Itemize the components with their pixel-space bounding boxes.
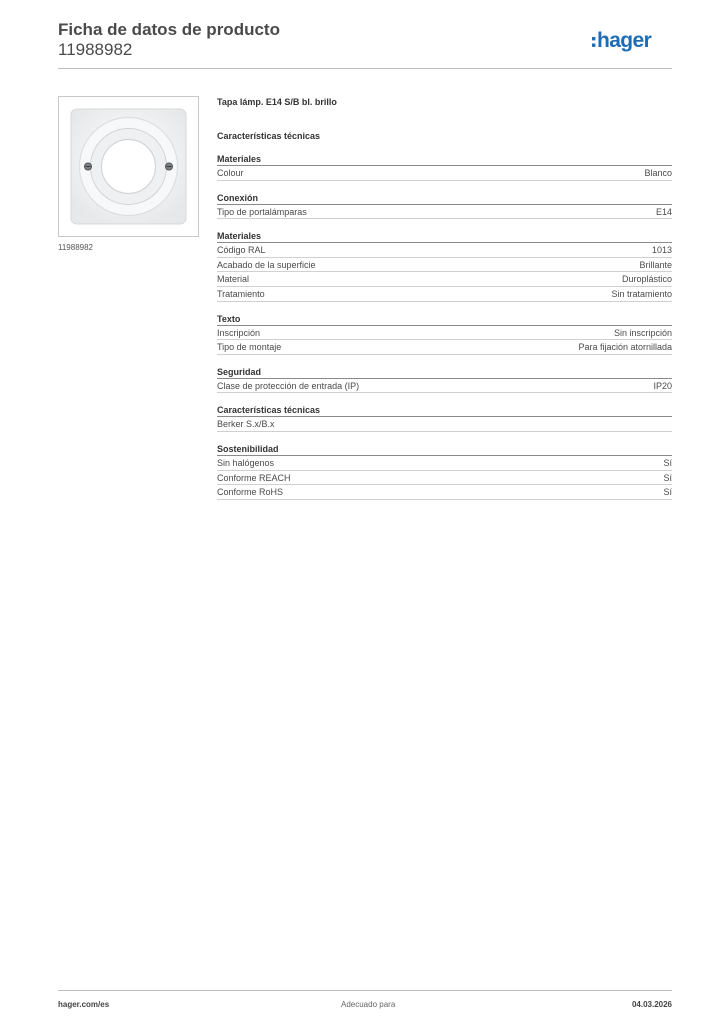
footer-website: hager.com/es	[58, 1000, 110, 1009]
spec-section	[217, 366, 672, 394]
section-title: Sostenibilidad	[217, 443, 672, 456]
product-image	[58, 96, 199, 237]
spec-section	[217, 404, 672, 432]
spec-row	[217, 340, 672, 355]
spec-section	[217, 230, 672, 301]
spec-section	[217, 313, 672, 355]
spec-label: Conforme RoHS	[217, 487, 284, 498]
logo-text: hager	[597, 29, 652, 52]
spec-section	[217, 192, 672, 220]
spec-label: Código RAL	[217, 245, 266, 256]
spec-value: Duroplástico	[621, 274, 672, 285]
spec-row	[217, 243, 672, 258]
spec-row	[217, 379, 672, 394]
spec-row	[217, 272, 672, 287]
spec-label: Conforme REACH	[217, 472, 291, 483]
spec-section	[217, 153, 672, 181]
tech-heading: Características técnicas	[217, 131, 321, 141]
spec-row	[217, 471, 672, 486]
spec-value: Sin inscripción	[613, 327, 672, 338]
page-header	[58, 20, 672, 69]
spec-label: Acabado de la superficie	[217, 259, 316, 270]
lamp-cover-image	[59, 97, 198, 236]
logo-dot-bottom	[592, 44, 595, 47]
spec-value: 1013	[651, 245, 672, 256]
spec-value: Sí	[663, 472, 672, 483]
document-title: Ficha de datos de producto	[58, 20, 280, 39]
spec-label: Material	[217, 274, 250, 285]
hager-logo	[592, 28, 672, 56]
spec-label: Tipo de portalámparas	[217, 206, 307, 217]
section-title: Conexión	[217, 192, 672, 205]
spec-row	[217, 166, 672, 181]
spec-value: Sí	[663, 457, 672, 468]
spec-row	[217, 205, 672, 220]
spec-row	[217, 417, 672, 432]
page-footer	[58, 990, 672, 1015]
section-title: Texto	[217, 313, 672, 326]
footer-date: 04.03.2026	[631, 1000, 672, 1009]
section-title: Materiales	[217, 153, 672, 166]
spec-value: Brillante	[639, 259, 672, 270]
product-number: 11988982	[58, 40, 133, 59]
spec-label: Berker S.x/B.x	[217, 419, 275, 430]
spec-value: Para fijación atornillada	[578, 342, 672, 353]
spec-row	[217, 326, 672, 341]
spec-row	[217, 287, 672, 302]
spec-label: Sin halógenos	[217, 457, 275, 468]
spec-value: Blanco	[644, 168, 672, 178]
section-title: Características técnicas	[217, 404, 672, 417]
spec-section	[217, 443, 672, 500]
spec-label: Clase de protección de entrada (IP)	[217, 380, 360, 391]
spec-value: Sí	[663, 487, 672, 498]
spec-value: E14	[655, 206, 672, 217]
spec-value: Sin tratamiento	[611, 288, 672, 299]
spec-row	[217, 485, 672, 500]
product-name: Tapa lámp. E14 S/B bl. brillo	[217, 97, 337, 107]
spec-value: IP20	[653, 380, 672, 391]
section-title: Materiales	[217, 230, 672, 243]
image-caption: 11988982	[58, 243, 93, 252]
spec-label: Inscripción	[217, 327, 261, 338]
logo-dot-top	[592, 37, 595, 40]
spec-sections	[217, 153, 672, 500]
footer-center-text: Adecuado para	[341, 1000, 396, 1009]
spec-row	[217, 258, 672, 273]
product-content	[217, 96, 672, 511]
spec-row	[217, 456, 672, 471]
spec-label: Colour	[217, 168, 244, 178]
spec-label: Tipo de montaje	[217, 342, 282, 353]
spec-label: Tratamiento	[217, 288, 265, 299]
section-title: Seguridad	[217, 366, 672, 379]
